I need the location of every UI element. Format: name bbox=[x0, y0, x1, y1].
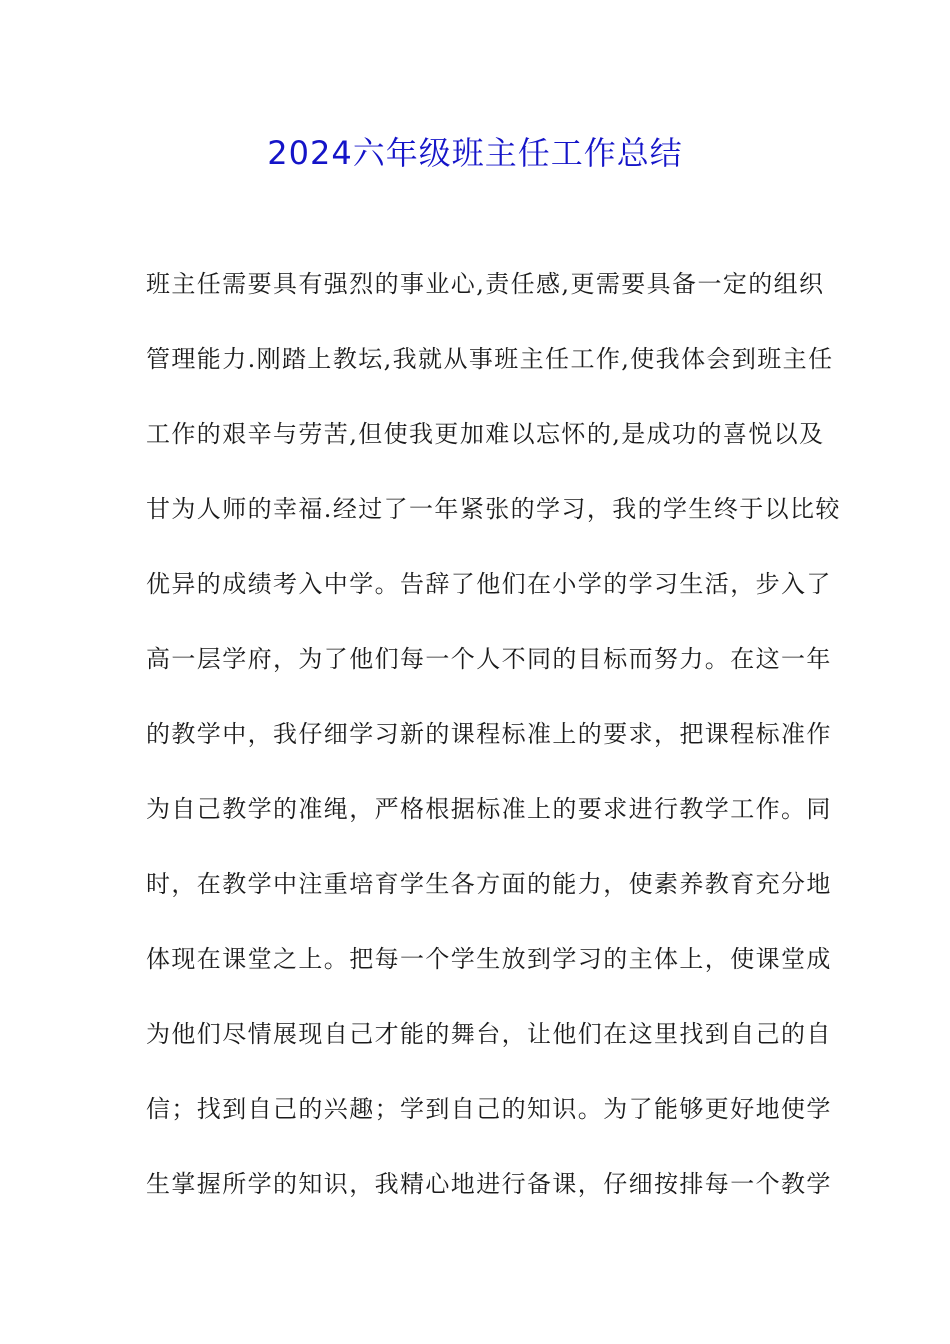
paragraph-line: 时，在教学中注重培育学生各方面的能力，使素养教育充分地 bbox=[146, 870, 832, 898]
paragraph-line: 体现在课堂之上。把每一个学生放到学习的主体上，使课堂成 bbox=[146, 945, 832, 973]
paragraph-line: 优异的成绩考入中学。告辞了他们在小学的学习生活，步入了 bbox=[146, 570, 832, 598]
paragraph-line: 管理能力.刚踏上教坛,我就从事班主任工作,使我体会到班主任 bbox=[146, 345, 834, 373]
document-body bbox=[146, 259, 841, 1234]
paragraph-line: 为他们尽情展现自己才能的舞台，让他们在这里找到自己的自 bbox=[146, 1020, 832, 1048]
paragraph-line: 甘为人师的幸福.经过了一年紧张的学习，我的学生终于以比较 bbox=[146, 495, 841, 523]
paragraph-line: 的教学中，我仔细学习新的课程标准上的要求，把课程标准作 bbox=[146, 720, 832, 748]
paragraph-line: 班主任需要具有强烈的事业心,责任感,更需要具备一定的组织 bbox=[146, 270, 825, 298]
document-title: 2024六年级班主任工作总结 bbox=[267, 134, 683, 172]
paragraph-line: 信；找到自己的兴趣；学到自己的知识。为了能够更好地使学 bbox=[146, 1095, 832, 1123]
paragraph-line: 为自己教学的准绳，严格根据标准上的要求进行教学工作。同 bbox=[146, 795, 832, 823]
paragraph-line: 工作的艰辛与劳苦,但使我更加难以忘怀的,是成功的喜悦以及 bbox=[146, 420, 825, 448]
paragraph-line: 生掌握所学的知识，我精心地进行备课，仔细按排每一个教学 bbox=[146, 1170, 832, 1198]
paragraph-line: 高一层学府，为了他们每一个人不同的目标而努力。在这一年 bbox=[146, 645, 832, 673]
